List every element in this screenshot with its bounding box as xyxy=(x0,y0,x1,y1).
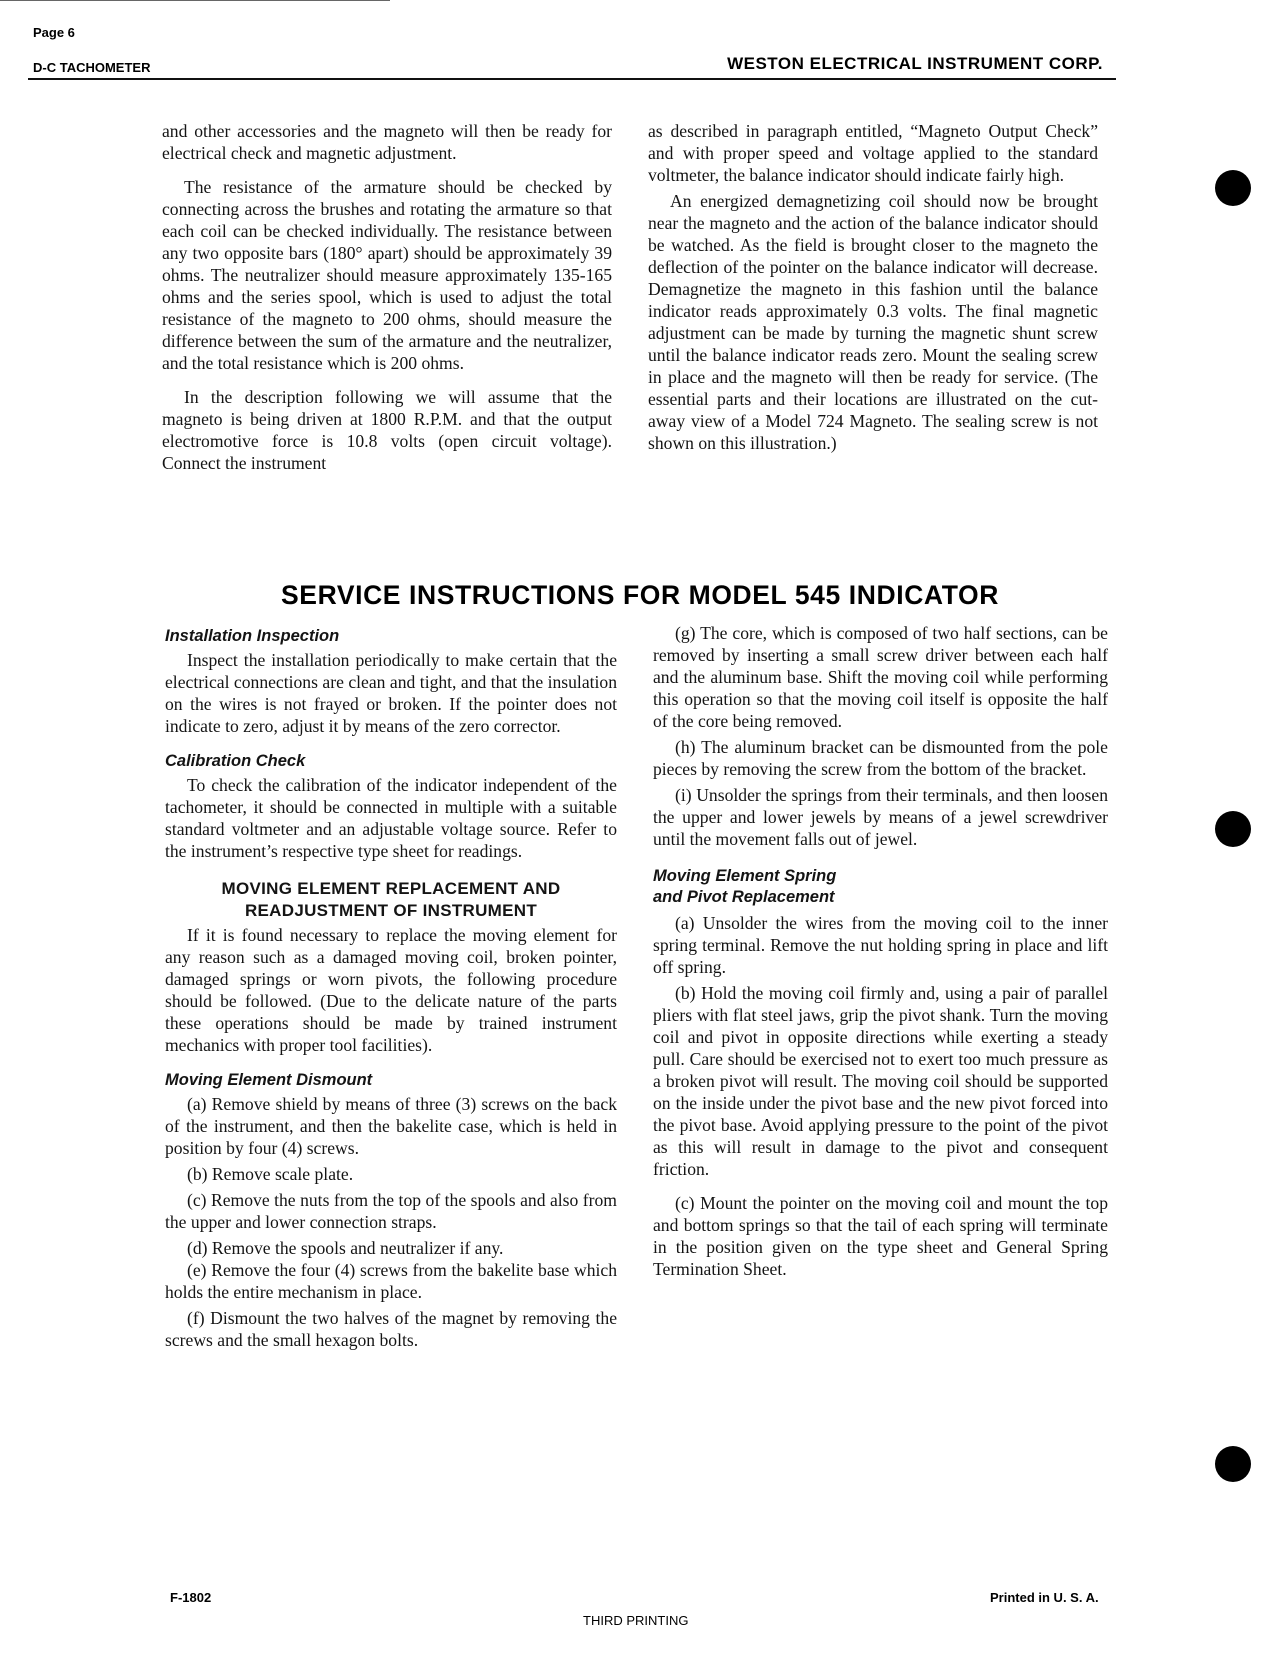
main-title: SERVICE INSTRUCTIONS FOR MODEL 545 INDICATOR xyxy=(281,580,999,610)
paragraph: In the description following we will assume that the magneto is being driven at 1800 R.P.M. and that the output electromotive force is 10.8 volts (open circuit voltage). Connect the instrument xyxy=(162,387,612,473)
paragraph: The resistance of the armature should be checked by connecting across the brushes and rotating the armature so that each coil can be checked individually. The resistance between any two opposite bars (180° apart) should be approximately 39 ohms. The neutralizer should measure approximately 135-165 ohms and the series spool, which is used to adjust the total resistance of the magneto to 200 ohms, should measure the difference between the sum of the armature and the neutralizer, and the total resistance which is 200 ohms. xyxy=(162,177,612,373)
dismount-step: (c) Remove the nuts from the top of the spools and also from the upper and lower connection straps. xyxy=(165,1190,617,1232)
dismount-step: (g) The core, which is composed of two half sections, can be removed by inserting a small screw driver between each half and the aluminum base. Shift the moving coil while performing this operation so that the moving coil itself is opposite the half of the core being removed. xyxy=(653,623,1108,731)
section-label: D-C TACHOMETER xyxy=(33,60,151,75)
dismount-step: (f) Dismount the two halves of the magnet by removing the screws and the small hexagon bolts. xyxy=(165,1308,617,1350)
printing-note: THIRD PRINTING xyxy=(583,1613,689,1628)
lower-left-column xyxy=(165,626,617,1351)
calibration-text: To check the calibration of the indicator independent of the tachometer, it should be connected in multiple with a suitable standard voltmeter and an adjustable voltage source. Refer to the instrument’s respective type sheet for readings. xyxy=(165,775,617,861)
dismount-heading: Moving Element Dismount xyxy=(165,1071,373,1089)
top-right-column xyxy=(648,120,1098,454)
dismount-step: (h) The aluminum bracket can be dismounted from the pole pieces by removing the screw from the bottom of the bracket. xyxy=(653,737,1108,779)
calibration-heading: Calibration Check xyxy=(165,752,306,770)
spring-step: (c) Mount the pointer on the moving coil and mount the top and bottom springs so that the tail of each spring will terminate in the position given on the type sheet and General Spring Termination Sheet. xyxy=(653,1193,1108,1279)
dismount-step: (e) Remove the four (4) screws from the bakelite base which holds the entire mechanism in place. xyxy=(165,1260,617,1302)
replacement-heading-line-2: READJUSTMENT OF INSTRUMENT xyxy=(244,901,538,920)
punch-hole xyxy=(1215,1446,1251,1482)
spring-step: (b) Hold the moving coil firmly and, using a pair of parallel pliers with flat steel jaws, grip the pivot shank. Turn the moving coil and pivot in opposite directions while exerting a steady pull. Care should be exercised not to exert too much pressure as a broken pivot will result. The moving coil should be supported on the inside under the pivot base and the new pivot forced into the pivot base. Avoid applying pressure to the point of the pivot as this will result in damage to the pivot and consequent friction. xyxy=(653,983,1108,1179)
paragraph: and other accessories and the magneto will then be ready for electrical check and magnetic adjustment. xyxy=(162,121,612,163)
printed-in: Printed in U. S. A. xyxy=(990,1590,1099,1605)
scan-edge-line xyxy=(0,0,390,1)
page-number: Page 6 xyxy=(33,25,75,40)
company-name: WESTON ELECTRICAL INSTRUMENT CORP. xyxy=(727,54,1103,73)
dismount-step: (i) Unsolder the springs from their terminals, and then loosen the upper and lower jewels by means of a jewel screwdriver until the movement falls out of jewel. xyxy=(653,785,1108,849)
spring-heading-line-1: Moving Element Spring xyxy=(653,867,837,885)
form-number: F-1802 xyxy=(170,1590,212,1605)
header-rule xyxy=(28,78,1116,80)
replacement-text: If it is found necessary to replace the moving element for any reason such as a damaged moving coil, broken pointer, damaged springs or worn pivots, the following procedure should be followed. (Due to the delicate nature of the parts these operations should be made by trained instrument mechanics with proper tool facilities). xyxy=(165,925,617,1055)
dismount-step: (b) Remove scale plate. xyxy=(187,1164,354,1184)
top-left-column xyxy=(162,120,612,474)
installation-text: Inspect the installation periodically to make certain that the electrical connections are clean and tight, and that the insulation on the wires is not frayed or broken. If the pointer does not indicate to zero, adjust it by means of the zero corrector. xyxy=(165,650,617,736)
installation-heading: Installation Inspection xyxy=(165,627,340,645)
punch-hole xyxy=(1215,170,1251,206)
spring-heading-line-2: and Pivot Replacement xyxy=(653,888,835,906)
replacement-heading-line-1: MOVING ELEMENT REPLACEMENT AND xyxy=(221,879,561,898)
spring-step: (a) Unsolder the wires from the moving coil to the inner spring terminal. Remove the nut holding spring in place and lift off spring. xyxy=(653,913,1108,977)
dismount-step: (d) Remove the spools and neutralizer if any. xyxy=(187,1238,504,1258)
paragraph: as described in paragraph entitled, “Magneto Output Check” and with proper speed and voltage applied to the standard voltmeter, the balance indicator should indicate fairly high. xyxy=(648,121,1098,185)
lower-right-column xyxy=(653,622,1108,1280)
punch-hole xyxy=(1215,811,1251,847)
paragraph: An energized demagnetizing coil should now be brought near the magneto and the action of the balance indicator should be watched. As the field is brought closer to the magneto the deflection of the pointer on the balance indicator will decrease. Demagnetize the magneto in this fashion until the balance indicator reads approximately 0.3 volts. The final magnetic adjustment can be made by turning the magnetic shunt screw until the balance indicator reads zero. Mount the sealing screw in place and the magneto will then be ready for service. (The essential parts and their locations are illustrated on the cut-away view of a Model 724 Magneto. The sealing screw is not shown on this illustration.) xyxy=(648,191,1098,453)
dismount-step: (a) Remove shield by means of three (3) screws on the back of the instrument, and then the bakelite case, which is held in position by four (4) screws. xyxy=(165,1094,617,1158)
